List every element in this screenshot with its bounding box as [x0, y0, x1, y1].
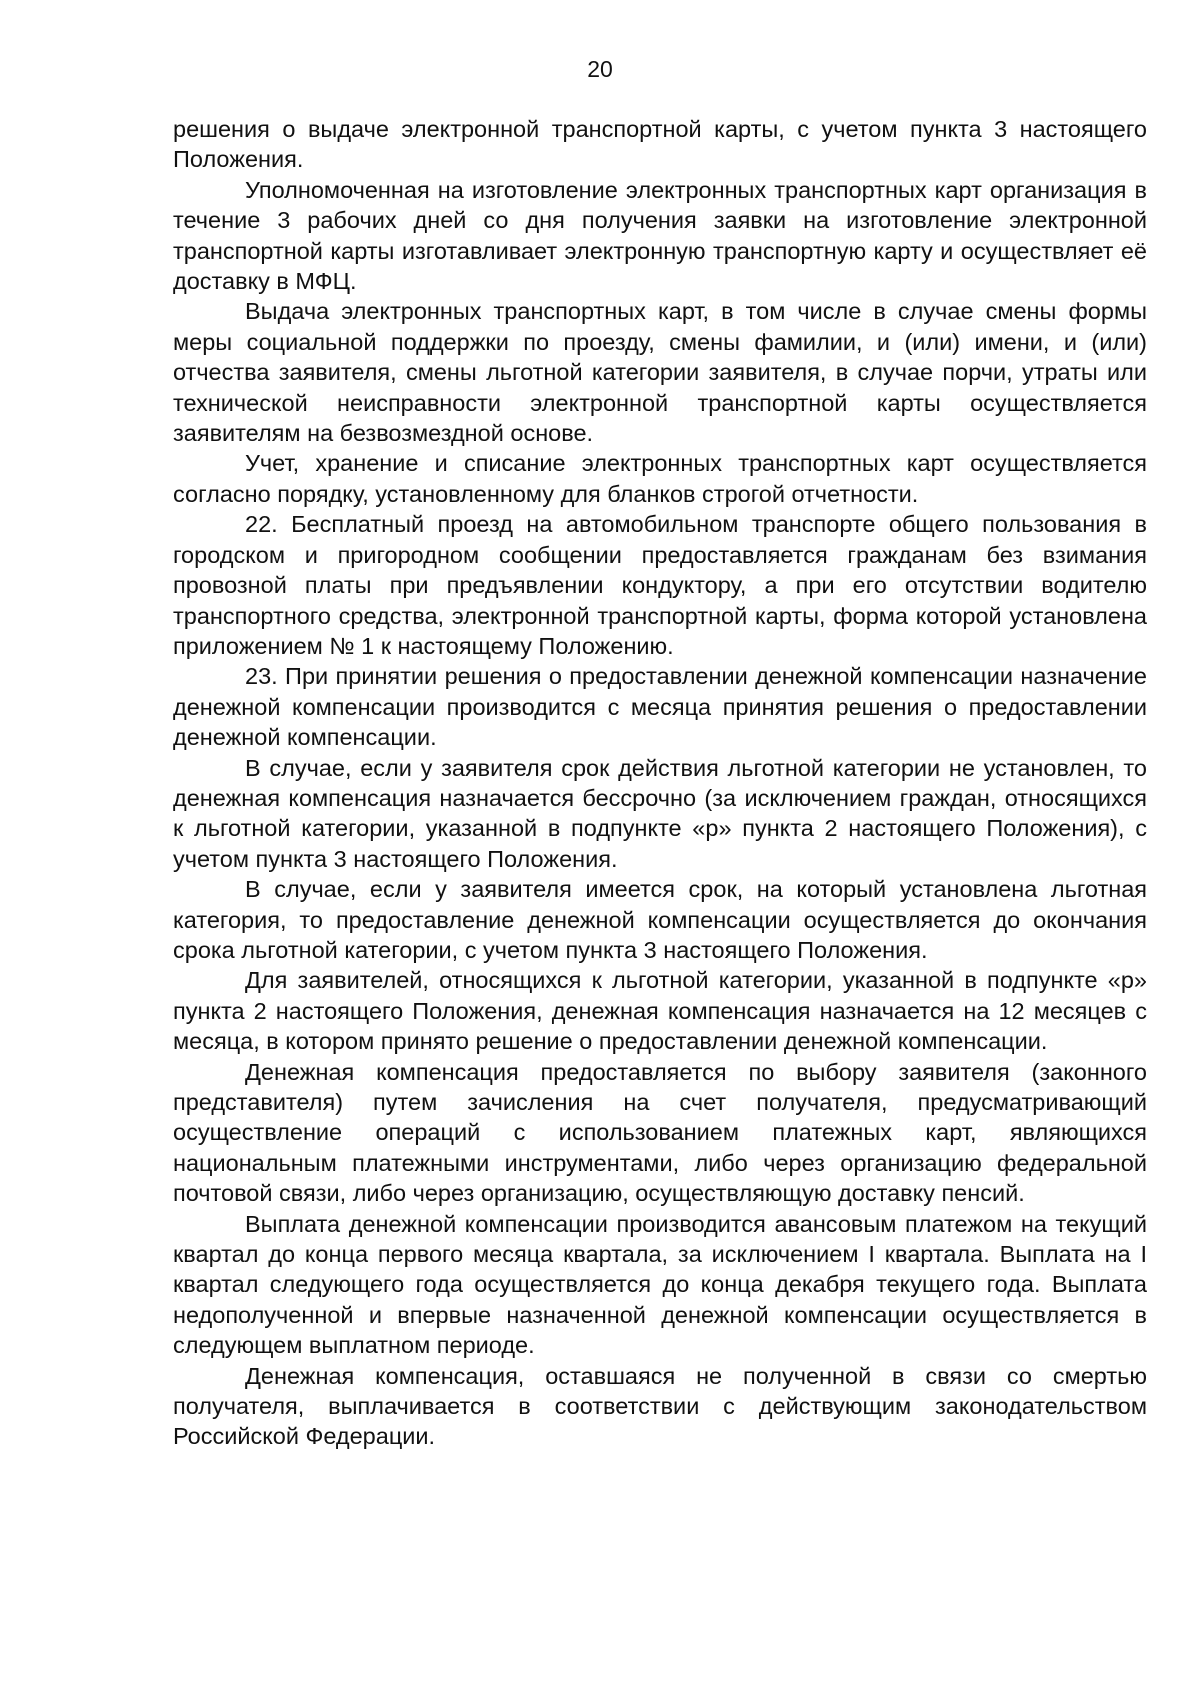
paragraph-card-manufacturing: Уполномоченная на изготовление электронных транспортных карт организация в течение 3 рабочих дней со дня получения заявки на изготовление электронной транспортной карты изготавливает электронную транспортную карту и осуществляет её доставку в МФЦ. — [173, 176, 1147, 295]
paragraph-item-23: 23. При принятии решения о предоставлении денежной компенсации назначение денежной компенсации производится с месяца принятия решения о предоставлении денежной компенсации. — [173, 663, 1147, 751]
paragraph-card-accounting: Учет, хранение и списание электронных транспортных карт осуществляется согласно порядку, установленному для бланков строгой отчетности. — [173, 450, 1147, 507]
paragraph-continuation: решения о выдаче электронной транспортной карты, с учетом пункта 3 настоящего Положения. — [173, 116, 1147, 173]
paragraph-subpoint-r: Для заявителей, относящихся к льготной категории, указанной в подпункте «р» пункта 2 настоящего Положения, денежная компенсация назначается на 12 месяцев с месяца, в котором принято решение о предоставлении денежной компенсации. — [173, 967, 1147, 1055]
document-body — [173, 114, 1147, 1452]
page-number: 20 — [587, 56, 613, 82]
paragraph-item-22: 22. Бесплатный проезд на автомобильном транспорте общего пользования в городском и пригородном сообщении предоставляется гражданам без взимания провозной платы при предъявлении кондуктору, а при его отсутствии водителю транспортного средства, электронной транспортной карты, форма которой установлена приложением № 1 к настоящему Положению. — [173, 511, 1147, 659]
paragraph-indefinite-term: В случае, если у заявителя срок действия льготной категории не установлен, то денежная компенсация назначается бессрочно (за исключением граждан, относящихся к льготной категории, указанной в подпункте «р» пункта 2 настоящего Положения), с учетом пункта 3 настоящего Положения. — [173, 754, 1147, 872]
paragraph-payment-method: Денежная компенсация предоставляется по выбору заявителя (законного представителя) путем зачисления на счет получателя, предусматривающий осуществление операций с использованием платежных карт, являющихся национальным платежными инструментами, либо через организацию федеральной почтовой связи, либо через организацию, осуществляющую доставку пенсий. — [173, 1058, 1147, 1207]
paragraph-payment-schedule: Выплата денежной компенсации производится авансовым платежом на текущий квартал до конца первого месяца квартала, за исключением I квартала. Выплата на I квартал следующего года осуществляется до конца декабря текущего года. Выплата недополученной и впервые назначенной денежной компенсации осуществляется в следующем выплатном периоде. — [173, 1210, 1147, 1359]
paragraph-card-issuance: Выдача электронных транспортных карт, в том числе в случае смены формы меры социальной поддержки по проезду, смены фамилии, и (или) имени, и (или) отчества заявителя, смены льготной категории заявителя, в случае порчи, утраты или технической неисправности электронной транспортной карты осуществляется заявителям на безвозмездной основе. — [173, 298, 1147, 447]
paragraph-death-of-recipient: Денежная компенсация, оставшаяся не полученной в связи со смертью получателя, выплачивается в соответствии с действующим законодательством Российской Федерации. — [173, 1362, 1147, 1450]
paragraph-fixed-term: В случае, если у заявителя имеется срок, на который установлена льготная категория, то предоставление денежной компенсации осуществляется до окончания срока льготной категории, с учетом пункта 3 настоящего Положения. — [173, 876, 1147, 963]
